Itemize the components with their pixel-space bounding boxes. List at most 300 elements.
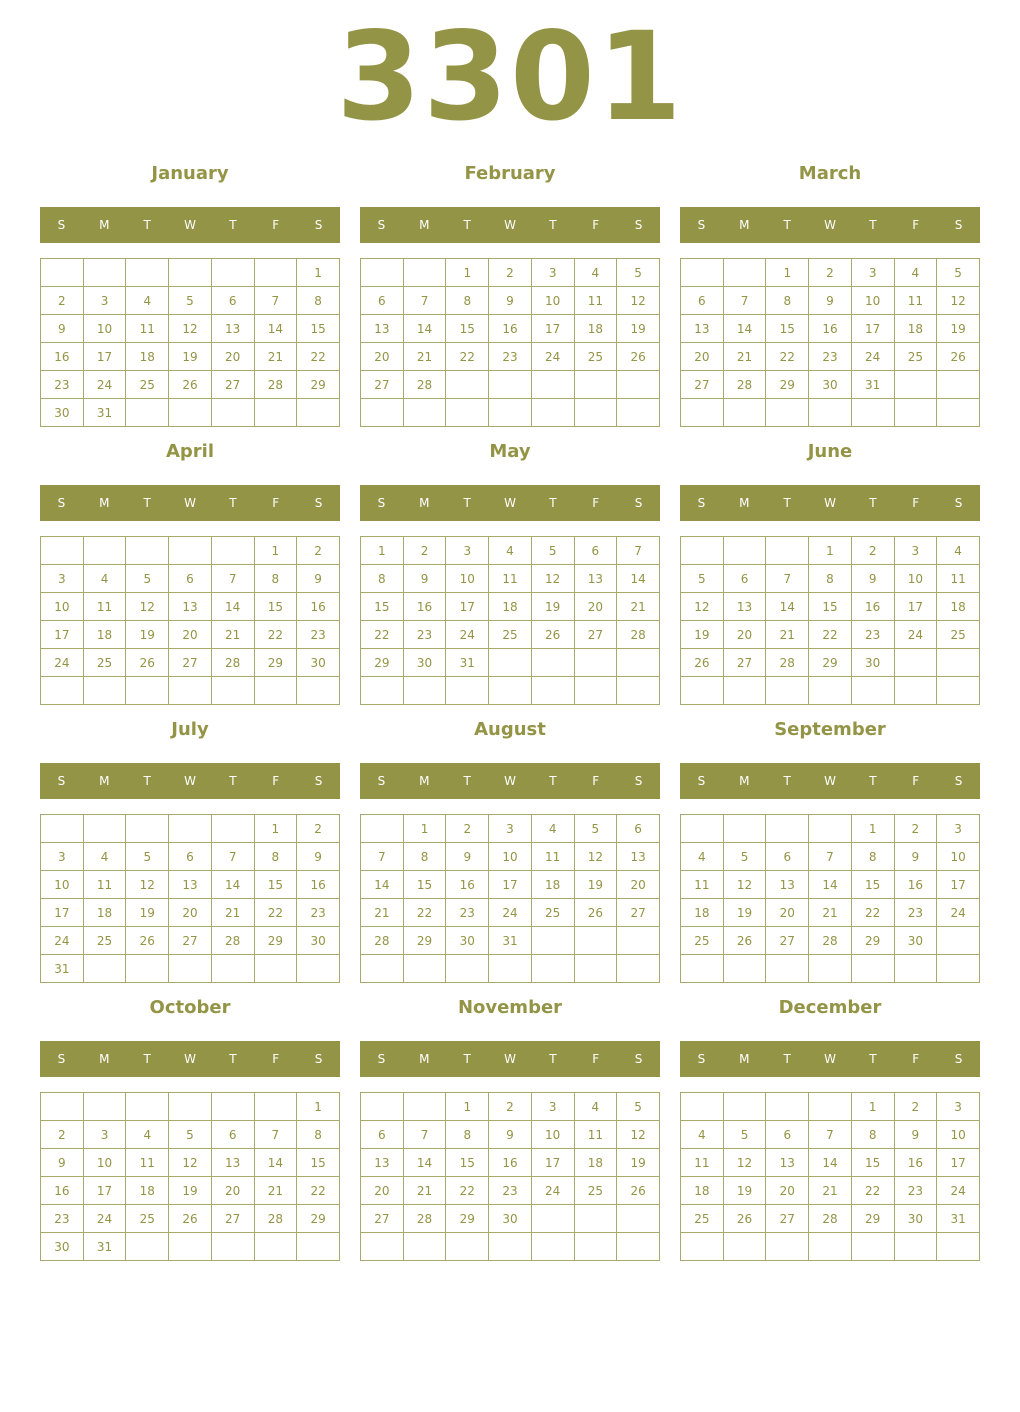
week-row (41, 899, 340, 927)
day-cell: 12 (723, 1149, 766, 1177)
week-row (361, 1093, 660, 1121)
day-cell: 18 (681, 1177, 724, 1205)
empty-cell (83, 537, 126, 565)
day-cell: 11 (83, 593, 126, 621)
week-row (41, 1205, 340, 1233)
day-cell: 11 (126, 315, 169, 343)
day-cell: 15 (254, 871, 297, 899)
day-cell: 22 (361, 621, 404, 649)
weekday-label: S (697, 774, 706, 788)
empty-cell (489, 677, 532, 705)
day-cell: 10 (41, 593, 84, 621)
empty-cell (361, 259, 404, 287)
day-cell: 15 (254, 593, 297, 621)
day-cell: 9 (297, 843, 340, 871)
day-grid (680, 258, 980, 427)
day-cell: 10 (83, 315, 126, 343)
day-cell: 23 (489, 343, 532, 371)
week-row (41, 259, 340, 287)
day-cell: 3 (531, 259, 574, 287)
weekday-label: S (314, 496, 323, 510)
weekday-label: M (99, 218, 110, 232)
day-cell: 6 (574, 537, 617, 565)
day-cell: 3 (937, 815, 980, 843)
week-row (41, 1177, 340, 1205)
day-cell: 1 (403, 815, 446, 843)
empty-cell (169, 259, 212, 287)
week-row (681, 287, 980, 315)
day-cell: 29 (446, 1205, 489, 1233)
empty-cell (681, 259, 724, 287)
day-cell: 17 (83, 343, 126, 371)
day-cell: 25 (681, 1205, 724, 1233)
day-cell: 21 (723, 343, 766, 371)
week-row (41, 315, 340, 343)
week-row (41, 287, 340, 315)
day-cell: 14 (403, 315, 446, 343)
day-grid (680, 1092, 980, 1261)
empty-cell (297, 399, 340, 427)
empty-cell (126, 815, 169, 843)
weekday-label: S (634, 1052, 643, 1066)
day-cell: 24 (531, 343, 574, 371)
weekday-label: S (377, 774, 386, 788)
day-cell: 25 (937, 621, 980, 649)
empty-cell (574, 399, 617, 427)
day-cell: 22 (254, 899, 297, 927)
empty-cell (723, 399, 766, 427)
empty-cell (894, 649, 937, 677)
day-cell: 11 (489, 565, 532, 593)
day-cell: 29 (254, 649, 297, 677)
day-cell: 30 (851, 649, 894, 677)
week-row (681, 1093, 980, 1121)
day-cell: 2 (489, 1093, 532, 1121)
day-cell: 18 (574, 1149, 617, 1177)
empty-cell (211, 955, 254, 983)
day-cell: 22 (851, 1177, 894, 1205)
day-cell: 29 (361, 649, 404, 677)
day-cell: 17 (937, 1149, 980, 1177)
day-cell: 11 (574, 287, 617, 315)
empty-cell (531, 955, 574, 983)
day-cell: 16 (489, 1149, 532, 1177)
weekday-label: F (272, 774, 280, 788)
week-row (681, 899, 980, 927)
empty-cell (83, 259, 126, 287)
day-cell: 28 (766, 649, 809, 677)
weekday-label: W (824, 774, 836, 788)
day-cell: 21 (809, 1177, 852, 1205)
day-cell: 28 (361, 927, 404, 955)
day-cell: 3 (489, 815, 532, 843)
weekday-header (360, 1041, 660, 1077)
day-cell: 13 (169, 871, 212, 899)
empty-cell (766, 955, 809, 983)
empty-cell (211, 1093, 254, 1121)
day-cell: 6 (169, 843, 212, 871)
empty-cell (126, 537, 169, 565)
empty-cell (169, 955, 212, 983)
week-row (41, 955, 340, 983)
day-cell: 9 (809, 287, 852, 315)
month-name: January (151, 163, 229, 184)
weekday-label: S (57, 1052, 66, 1066)
day-grid (680, 536, 980, 705)
week-row (41, 621, 340, 649)
day-cell: 11 (574, 1121, 617, 1149)
day-cell: 3 (531, 1093, 574, 1121)
empty-cell (681, 399, 724, 427)
day-cell: 10 (851, 287, 894, 315)
empty-cell (574, 955, 617, 983)
empty-cell (489, 371, 532, 399)
empty-cell (531, 371, 574, 399)
weekday-label: W (824, 1052, 836, 1066)
day-cell: 9 (297, 565, 340, 593)
day-cell: 1 (851, 1093, 894, 1121)
empty-cell (851, 955, 894, 983)
week-row (681, 565, 980, 593)
empty-cell (126, 1233, 169, 1261)
week-row (361, 621, 660, 649)
empty-cell (41, 259, 84, 287)
day-cell: 28 (809, 927, 852, 955)
day-cell: 21 (211, 899, 254, 927)
week-row (41, 1149, 340, 1177)
day-cell: 7 (211, 843, 254, 871)
week-row (361, 315, 660, 343)
empty-cell (851, 399, 894, 427)
day-cell: 13 (617, 843, 660, 871)
empty-cell (169, 815, 212, 843)
empty-cell (766, 399, 809, 427)
day-cell: 19 (169, 343, 212, 371)
day-cell: 19 (126, 621, 169, 649)
weekday-label: F (912, 218, 920, 232)
empty-cell (617, 649, 660, 677)
day-cell: 13 (766, 1149, 809, 1177)
empty-cell (297, 955, 340, 983)
empty-cell (169, 537, 212, 565)
day-cell: 20 (723, 621, 766, 649)
empty-cell (41, 677, 84, 705)
day-cell: 29 (809, 649, 852, 677)
day-cell: 22 (766, 343, 809, 371)
day-cell: 21 (617, 593, 660, 621)
weekday-label: T (549, 496, 557, 510)
day-cell: 13 (361, 1149, 404, 1177)
day-cell: 27 (574, 621, 617, 649)
day-cell: 8 (851, 1121, 894, 1149)
weekday-label: T (229, 774, 237, 788)
day-cell: 28 (211, 927, 254, 955)
day-cell: 14 (211, 593, 254, 621)
empty-cell (937, 371, 980, 399)
day-cell: 16 (894, 871, 937, 899)
day-cell: 16 (297, 593, 340, 621)
day-cell: 15 (403, 871, 446, 899)
day-cell: 25 (126, 371, 169, 399)
day-cell: 15 (809, 593, 852, 621)
weekday-label: W (504, 218, 516, 232)
day-cell: 24 (446, 621, 489, 649)
day-cell: 15 (851, 871, 894, 899)
day-cell: 26 (169, 371, 212, 399)
empty-cell (489, 649, 532, 677)
day-cell: 9 (851, 565, 894, 593)
empty-cell (403, 259, 446, 287)
empty-cell (83, 815, 126, 843)
empty-cell (766, 1233, 809, 1261)
day-cell: 2 (403, 537, 446, 565)
empty-cell (361, 815, 404, 843)
day-cell: 29 (851, 927, 894, 955)
day-cell: 4 (126, 1121, 169, 1149)
empty-cell (126, 259, 169, 287)
day-cell: 5 (169, 287, 212, 315)
day-cell: 30 (297, 927, 340, 955)
day-cell: 27 (169, 927, 212, 955)
day-cell: 17 (41, 621, 84, 649)
day-cell: 7 (723, 287, 766, 315)
day-cell: 5 (617, 259, 660, 287)
weekday-label: S (57, 774, 66, 788)
day-cell: 5 (723, 1121, 766, 1149)
day-cell: 24 (41, 927, 84, 955)
day-cell: 29 (297, 1205, 340, 1233)
day-cell: 22 (851, 899, 894, 927)
week-row (681, 259, 980, 287)
day-cell: 17 (894, 593, 937, 621)
weekday-label: W (504, 496, 516, 510)
day-cell: 16 (41, 343, 84, 371)
empty-cell (211, 399, 254, 427)
day-cell: 4 (894, 259, 937, 287)
day-cell: 8 (446, 287, 489, 315)
day-cell: 15 (446, 1149, 489, 1177)
day-cell: 5 (169, 1121, 212, 1149)
weekday-label: F (272, 496, 280, 510)
empty-cell (723, 1093, 766, 1121)
empty-cell (531, 927, 574, 955)
day-grid (40, 1092, 340, 1261)
day-cell: 7 (809, 843, 852, 871)
weekday-label: T (143, 218, 151, 232)
week-row (361, 371, 660, 399)
day-cell: 29 (766, 371, 809, 399)
day-cell: 5 (574, 815, 617, 843)
empty-cell (766, 677, 809, 705)
day-cell: 21 (403, 1177, 446, 1205)
day-cell: 19 (723, 899, 766, 927)
empty-cell (297, 677, 340, 705)
day-cell: 28 (254, 1205, 297, 1233)
day-cell: 12 (126, 593, 169, 621)
weekday-label: W (824, 496, 836, 510)
week-row (681, 927, 980, 955)
week-row (681, 815, 980, 843)
day-cell: 22 (446, 343, 489, 371)
day-cell: 10 (446, 565, 489, 593)
day-cell: 19 (617, 315, 660, 343)
day-cell: 2 (446, 815, 489, 843)
weekday-label: W (184, 1052, 196, 1066)
day-cell: 20 (617, 871, 660, 899)
empty-cell (403, 1093, 446, 1121)
day-cell: 4 (574, 1093, 617, 1121)
day-cell: 23 (41, 371, 84, 399)
day-cell: 8 (766, 287, 809, 315)
day-cell: 5 (723, 843, 766, 871)
day-cell: 27 (169, 649, 212, 677)
empty-cell (41, 1093, 84, 1121)
day-grid (40, 814, 340, 983)
day-cell: 23 (297, 621, 340, 649)
day-cell: 21 (254, 343, 297, 371)
week-row (41, 537, 340, 565)
day-cell: 26 (617, 343, 660, 371)
empty-cell (211, 537, 254, 565)
day-cell: 20 (574, 593, 617, 621)
day-cell: 7 (361, 843, 404, 871)
week-row (41, 565, 340, 593)
day-cell: 7 (403, 1121, 446, 1149)
day-cell: 28 (211, 649, 254, 677)
empty-cell (254, 677, 297, 705)
day-cell: 31 (937, 1205, 980, 1233)
weekday-label: T (549, 774, 557, 788)
day-cell: 15 (361, 593, 404, 621)
week-row (361, 815, 660, 843)
weekday-label: T (783, 1052, 791, 1066)
day-cell: 19 (937, 315, 980, 343)
day-cell: 7 (617, 537, 660, 565)
empty-cell (531, 649, 574, 677)
day-cell: 1 (446, 259, 489, 287)
weekday-label: S (954, 218, 963, 232)
week-row (41, 399, 340, 427)
empty-cell (403, 955, 446, 983)
day-cell: 19 (723, 1177, 766, 1205)
day-cell: 2 (489, 259, 532, 287)
weekday-label: S (697, 218, 706, 232)
day-cell: 18 (83, 621, 126, 649)
day-cell: 8 (809, 565, 852, 593)
day-cell: 23 (446, 899, 489, 927)
day-cell: 17 (446, 593, 489, 621)
day-cell: 16 (403, 593, 446, 621)
weekday-label: T (549, 1052, 557, 1066)
week-row (41, 927, 340, 955)
day-cell: 19 (169, 1177, 212, 1205)
day-cell: 7 (809, 1121, 852, 1149)
day-cell: 22 (809, 621, 852, 649)
day-cell: 18 (681, 899, 724, 927)
day-cell: 18 (574, 315, 617, 343)
day-cell: 5 (617, 1093, 660, 1121)
day-cell: 27 (617, 899, 660, 927)
day-cell: 25 (126, 1205, 169, 1233)
day-cell: 26 (723, 1205, 766, 1233)
weekday-label: F (272, 218, 280, 232)
day-cell: 13 (723, 593, 766, 621)
day-cell: 28 (403, 1205, 446, 1233)
weekday-label: F (592, 496, 600, 510)
empty-cell (809, 1093, 852, 1121)
empty-cell (531, 677, 574, 705)
week-row (361, 537, 660, 565)
weekday-label: M (739, 774, 750, 788)
day-cell: 1 (297, 1093, 340, 1121)
empty-cell (83, 1093, 126, 1121)
weekday-label: M (99, 1052, 110, 1066)
empty-cell (361, 1093, 404, 1121)
weekday-label: M (419, 218, 430, 232)
day-cell: 12 (617, 1121, 660, 1149)
day-cell: 24 (489, 899, 532, 927)
weekday-label: T (869, 774, 877, 788)
day-cell: 1 (809, 537, 852, 565)
day-cell: 10 (83, 1149, 126, 1177)
day-grid (40, 536, 340, 705)
day-grid (360, 536, 660, 705)
week-row (361, 843, 660, 871)
empty-cell (361, 1233, 404, 1261)
day-cell: 8 (254, 565, 297, 593)
weekday-label: T (463, 774, 471, 788)
empty-cell (446, 955, 489, 983)
day-cell: 30 (809, 371, 852, 399)
day-cell: 10 (937, 1121, 980, 1149)
week-row (361, 565, 660, 593)
day-cell: 13 (681, 315, 724, 343)
day-cell: 26 (723, 927, 766, 955)
day-cell: 25 (83, 927, 126, 955)
empty-cell (809, 399, 852, 427)
weekday-header (40, 1041, 340, 1077)
day-cell: 2 (297, 537, 340, 565)
day-cell: 8 (403, 843, 446, 871)
empty-cell (681, 955, 724, 983)
day-cell: 12 (169, 1149, 212, 1177)
day-cell: 3 (937, 1093, 980, 1121)
weekday-label: T (229, 218, 237, 232)
day-cell: 12 (531, 565, 574, 593)
day-cell: 20 (766, 899, 809, 927)
week-row (681, 1149, 980, 1177)
day-cell: 18 (126, 343, 169, 371)
day-cell: 20 (211, 343, 254, 371)
day-cell: 14 (809, 1149, 852, 1177)
day-cell: 31 (851, 371, 894, 399)
day-cell: 14 (809, 871, 852, 899)
empty-cell (617, 371, 660, 399)
empty-cell (937, 399, 980, 427)
week-row (361, 1177, 660, 1205)
day-cell: 12 (681, 593, 724, 621)
weekday-label: T (783, 496, 791, 510)
day-cell: 1 (361, 537, 404, 565)
weekday-label: M (99, 496, 110, 510)
empty-cell (681, 815, 724, 843)
empty-cell (254, 1093, 297, 1121)
day-cell: 11 (937, 565, 980, 593)
day-cell: 23 (41, 1205, 84, 1233)
empty-cell (809, 677, 852, 705)
empty-cell (809, 1233, 852, 1261)
day-cell: 31 (489, 927, 532, 955)
